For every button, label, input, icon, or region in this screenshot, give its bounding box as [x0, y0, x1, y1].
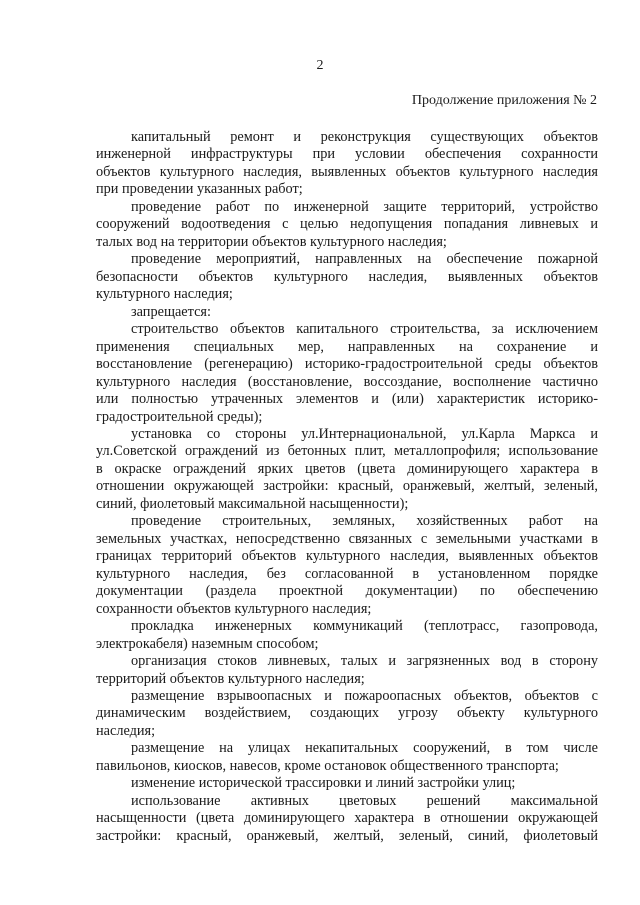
text-line: динамическим воздействием, создающих угрозу объекту культурного	[96, 705, 598, 722]
text-line: объектов культурного наследия, выявленных объектов культурного наследия	[96, 163, 598, 180]
text-line: прокладка инженерных коммуникаций (теплотрасс, газопровода,	[131, 618, 598, 635]
text-line: синий, фиолетовый максимальной насыщенности);	[96, 495, 409, 512]
text-line: границах территорий объектов культурного наследия, выявленных объектов	[96, 548, 598, 565]
text-line: размещение взрывоопасных и пожароопасных объектов, объектов с	[131, 688, 598, 704]
text-line: насыщенности (цвета доминирующего характера в отношении окружающей	[96, 810, 598, 827]
text-line: документации (раздела проектной документации) по обеспечению	[96, 583, 598, 600]
text-line: территорий объектов культурного наследия;	[96, 670, 365, 687]
text-line: культурного наследия;	[96, 286, 233, 303]
text-line: градостроительной среды);	[96, 408, 263, 425]
text-line: проведение работ по инженерной защите территорий, устройство	[131, 198, 598, 215]
text-line: капитальный ремонт и реконструкция существующих объектов	[131, 129, 598, 145]
text-line: талых вод на территории объектов культурного наследия;	[96, 233, 447, 250]
text-line: сохранности объектов культурного наследия;	[96, 600, 372, 617]
text-line: при проведении указанных работ;	[96, 181, 303, 198]
text-line: земельных участках, непосредственно связанных с земельными участками в	[96, 530, 598, 547]
text-line: размещение на улицах некапитальных сооружений, в том числе	[131, 740, 598, 757]
text-line: в окраске ограждений ярких цветов (цвета доминирующего характера в	[96, 460, 598, 477]
text-line: электрокабеля) наземным способом;	[96, 635, 319, 652]
text-line: застройки: красный, оранжевый, желтый, зеленый, синий, фиолетовый	[96, 827, 598, 844]
text-line: культурного наследия (восстановление, воссоздание, восполнение частично	[96, 373, 598, 390]
text-line: изменение исторической трассировки и линий застройки улиц;	[131, 775, 516, 792]
text-line: ул.Советской ограждений из бетонных плит, металлопрофиля; использование	[96, 443, 598, 460]
text-line: установка со стороны ул.Интернациональной, ул.Карла Маркса и	[131, 425, 598, 442]
text-line: или полностью утраченных элементов и (или) характеристик историко-	[96, 391, 598, 408]
text-line: применения специальных мер, направленных на сохранение и	[96, 338, 598, 355]
document-body	[96, 129, 598, 845]
text-line: павильонов, киосков, навесов, кроме остановок общественного транспорта;	[96, 757, 559, 774]
text-line: проведение мероприятий, направленных на обеспечение пожарной	[131, 251, 598, 268]
text-line: организация стоков ливневых, талых и загрязненных вод в сторону	[131, 653, 598, 670]
text-line: инженерной инфраструктуры при условии обеспечения сохранности	[96, 146, 598, 163]
text-line: культурного наследия, без согласованной в установленном порядке	[96, 565, 598, 582]
text-line: сооружений водоотведения с целью недопущения попадания ливневых и	[96, 216, 598, 233]
text-line: строительство объектов капитального строительства, за исключением	[131, 321, 598, 338]
text-line: безопасности объектов культурного наследия, выявленных объектов	[96, 268, 598, 285]
page-number: 2	[316, 58, 324, 73]
text-line: использование активных цветовых решений максимальной	[131, 792, 598, 809]
text-line: запрещается:	[131, 303, 211, 320]
text-line: проведение строительных, земляных, хозяйственных работ на	[131, 513, 598, 530]
text-line: отношении окружающей застройки: красный, оранжевый, желтый, зеленый,	[96, 478, 598, 495]
text-line: наследия;	[96, 722, 156, 739]
text-line: восстановление (регенерацию) историко-градостроительной среды объектов	[96, 356, 598, 373]
appendix-continuation-note: Продолжение приложения № 2	[411, 93, 597, 108]
